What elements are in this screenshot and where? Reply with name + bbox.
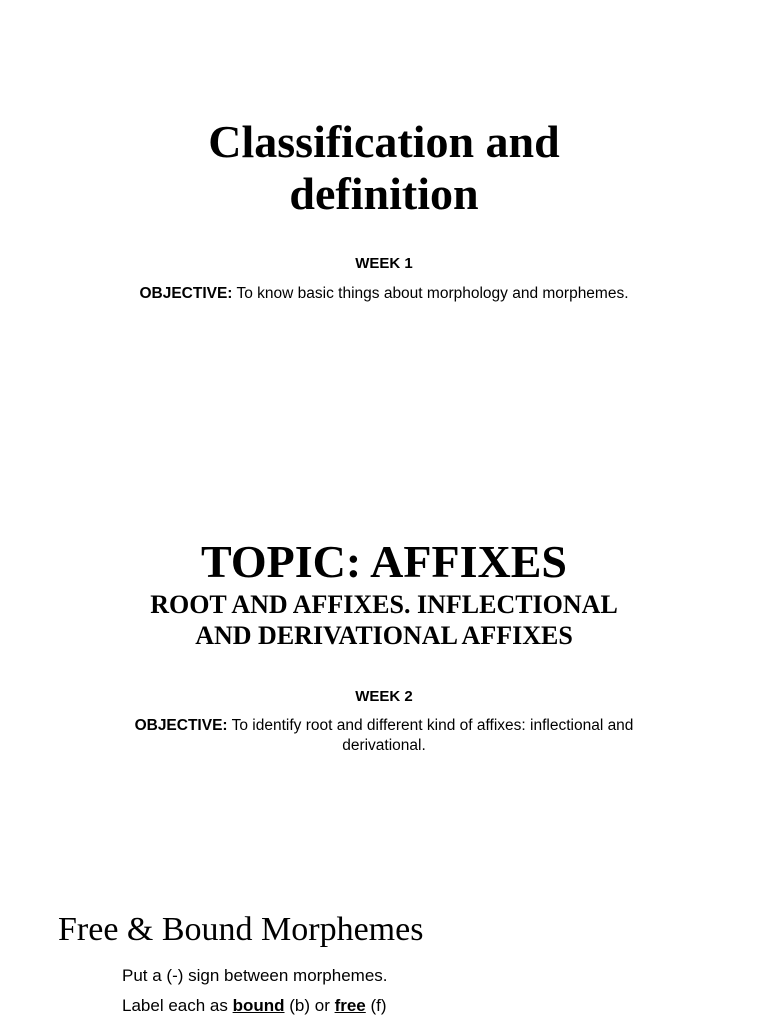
slide-3-instruction-2 — [122, 991, 387, 1021]
objective-text: To know basic things about morphology and morphemes. — [232, 285, 629, 302]
slide-3-heading: Free & Bound Morphemes — [58, 911, 424, 948]
slide-1-title — [0, 116, 768, 220]
slide-2 — [0, 500, 768, 800]
bound-abbr: (b) or — [284, 996, 335, 1015]
slide-3 — [0, 900, 768, 1024]
slide-1-objective — [0, 284, 768, 304]
free-abbr: (f) — [365, 996, 387, 1015]
slide-1-title-line-2: definition — [289, 168, 479, 219]
slide-1-title-line-1: Classification and — [208, 116, 560, 167]
slide-2-subtitle-line-2: AND DERIVATIONAL AFFIXES — [195, 621, 573, 650]
slide-2-subtitle-line-1: ROOT AND AFFIXES. INFLECTIONAL — [150, 590, 618, 619]
bound-word: bound — [232, 996, 285, 1015]
objective-label: OBJECTIVE: — [134, 717, 228, 734]
slide-2-title: TOPIC: AFFIXES — [201, 536, 567, 587]
objective-text-line-1: To identify root and different kind of affixes: inflectional and — [227, 717, 634, 734]
slide-2-week: WEEK 2 — [355, 688, 413, 705]
objective-label: OBJECTIVE: — [139, 285, 233, 302]
free-word: free — [334, 996, 366, 1015]
slide-1-week: WEEK 1 — [355, 255, 413, 272]
slide-2-subtitle — [0, 589, 768, 651]
slide-1 — [0, 0, 768, 340]
instruction-2-prefix: Label each as — [122, 996, 233, 1015]
objective-text-line-2: derivational. — [342, 737, 426, 754]
slide-3-instruction-1: Put a (-) sign between morphemes. — [122, 966, 388, 985]
slide-2-objective — [0, 716, 768, 756]
